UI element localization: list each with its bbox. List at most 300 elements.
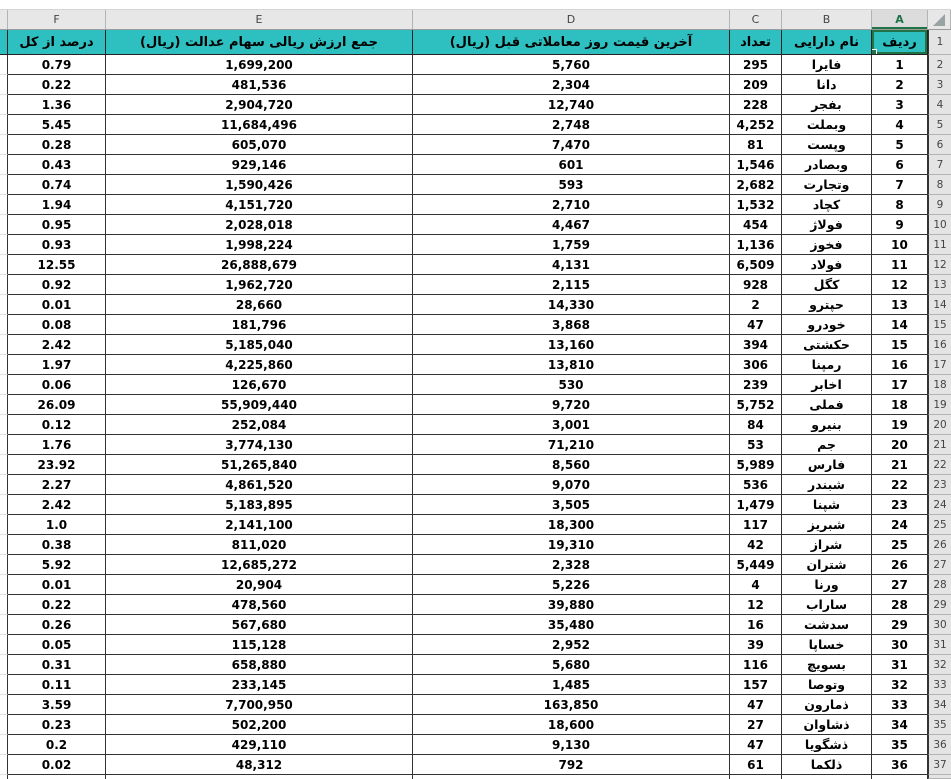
cell-last-price[interactable]: 5,680 xyxy=(413,655,730,675)
cell-row-index[interactable]: 31 xyxy=(872,655,928,675)
cell-row-index[interactable]: 24 xyxy=(872,515,928,535)
cell-percent[interactable]: 0.05 xyxy=(8,635,106,655)
row-gutter-6[interactable]: 6 xyxy=(928,135,951,155)
cell-percent[interactable]: 26.09 xyxy=(8,395,106,415)
row-gutter-22[interactable]: 22 xyxy=(928,455,951,475)
cell-offscreen[interactable] xyxy=(0,95,8,115)
cell-last-price[interactable]: 2,748 xyxy=(413,115,730,135)
cell-row-index[interactable]: 17 xyxy=(872,375,928,395)
cell-offscreen[interactable] xyxy=(0,415,8,435)
row-gutter-36[interactable]: 36 xyxy=(928,735,951,755)
cell-count[interactable]: 47 xyxy=(730,695,782,715)
cell-percent[interactable]: 5.45 xyxy=(8,115,106,135)
cell-total-value[interactable]: 51,265,840 xyxy=(106,455,413,475)
cell-count[interactable]: 16 xyxy=(730,615,782,635)
row-gutter-25[interactable]: 25 xyxy=(928,515,951,535)
cell-count[interactable]: 1,532 xyxy=(730,195,782,215)
cell-offscreen[interactable] xyxy=(0,275,8,295)
cell-total-value[interactable]: 28,660 xyxy=(106,295,413,315)
cell-count[interactable]: 12 xyxy=(730,595,782,615)
cell-row-index[interactable]: 22 xyxy=(872,475,928,495)
column-header-partial[interactable] xyxy=(0,10,8,29)
cell[interactable] xyxy=(8,775,106,779)
cell-last-price[interactable]: 2,710 xyxy=(413,195,730,215)
cell-row-index[interactable]: 28 xyxy=(872,595,928,615)
cell-percent[interactable]: 0.95 xyxy=(8,215,106,235)
cell-percent[interactable]: 0.31 xyxy=(8,655,106,675)
cell-percent[interactable]: 0.43 xyxy=(8,155,106,175)
cell-offscreen[interactable] xyxy=(0,615,8,635)
cell-row-index[interactable]: 33 xyxy=(872,695,928,715)
row-gutter-30[interactable]: 30 xyxy=(928,615,951,635)
row-gutter-16[interactable]: 16 xyxy=(928,335,951,355)
cell-asset-name[interactable]: شبریز xyxy=(782,515,872,535)
cell-percent[interactable]: 0.06 xyxy=(8,375,106,395)
row-gutter-9[interactable]: 9 xyxy=(928,195,951,215)
header-cell-row-index-selected[interactable] xyxy=(872,30,928,55)
cell-count[interactable]: 239 xyxy=(730,375,782,395)
cell-percent[interactable]: 0.28 xyxy=(8,135,106,155)
cell-percent[interactable]: 1.36 xyxy=(8,95,106,115)
cell-row-index[interactable]: 2 xyxy=(872,75,928,95)
cell-asset-name[interactable]: فملی xyxy=(782,395,872,415)
row-gutter-26[interactable]: 26 xyxy=(928,535,951,555)
cell-row-index[interactable]: 7 xyxy=(872,175,928,195)
cell[interactable] xyxy=(413,775,730,779)
cell-total-value[interactable]: 1,998,224 xyxy=(106,235,413,255)
cell-asset-name[interactable]: حپترو xyxy=(782,295,872,315)
cell-total-value[interactable]: 429,110 xyxy=(106,735,413,755)
cell-total-value[interactable]: 26,888,679 xyxy=(106,255,413,275)
cell-last-price[interactable]: 3,001 xyxy=(413,415,730,435)
row-gutter-24[interactable]: 24 xyxy=(928,495,951,515)
row-gutter-2[interactable]: 2 xyxy=(928,55,951,75)
cell-offscreen[interactable] xyxy=(0,635,8,655)
cell-percent[interactable]: 12.55 xyxy=(8,255,106,275)
cell[interactable] xyxy=(0,775,8,779)
cell-row-index[interactable]: 5 xyxy=(872,135,928,155)
cell-offscreen[interactable] xyxy=(0,335,8,355)
column-header-C[interactable]: C xyxy=(730,10,782,29)
cell-row-index[interactable]: 11 xyxy=(872,255,928,275)
cell-offscreen[interactable] xyxy=(0,235,8,255)
cell-asset-name[interactable]: سدشت xyxy=(782,615,872,635)
cell-last-price[interactable]: 18,300 xyxy=(413,515,730,535)
row-gutter-8[interactable]: 8 xyxy=(928,175,951,195)
cell-count[interactable]: 1,479 xyxy=(730,495,782,515)
cell-count[interactable]: 5,449 xyxy=(730,555,782,575)
cell-last-price[interactable]: 1,485 xyxy=(413,675,730,695)
cell-total-value[interactable]: 929,146 xyxy=(106,155,413,175)
cell-row-index[interactable]: 27 xyxy=(872,575,928,595)
cell-asset-name[interactable]: کچاد xyxy=(782,195,872,215)
cell-row-index[interactable]: 15 xyxy=(872,335,928,355)
cell[interactable] xyxy=(106,775,413,779)
cell-count[interactable]: 5,752 xyxy=(730,395,782,415)
cell-last-price[interactable]: 71,210 xyxy=(413,435,730,455)
cell-row-index[interactable]: 4 xyxy=(872,115,928,135)
cell-asset-name[interactable]: وبصادر xyxy=(782,155,872,175)
cell-row-index[interactable]: 12 xyxy=(872,275,928,295)
cell-percent[interactable]: 0.22 xyxy=(8,75,106,95)
cell-percent[interactable]: 0.02 xyxy=(8,755,106,775)
cell-total-value[interactable]: 811,020 xyxy=(106,535,413,555)
row-gutter-12[interactable]: 12 xyxy=(928,255,951,275)
cell-percent[interactable]: 2.42 xyxy=(8,335,106,355)
row-gutter-32[interactable]: 32 xyxy=(928,655,951,675)
cell-row-index[interactable]: 32 xyxy=(872,675,928,695)
cell-last-price[interactable]: 593 xyxy=(413,175,730,195)
cell-row-index[interactable]: 6 xyxy=(872,155,928,175)
cell-last-price[interactable]: 9,130 xyxy=(413,735,730,755)
cell-count[interactable]: 306 xyxy=(730,355,782,375)
row-gutter-34[interactable]: 34 xyxy=(928,695,951,715)
cell-offscreen[interactable] xyxy=(0,675,8,695)
row-gutter-4[interactable]: 4 xyxy=(928,95,951,115)
cell-total-value[interactable]: 1,699,200 xyxy=(106,55,413,75)
cell-last-price[interactable]: 18,600 xyxy=(413,715,730,735)
cell-count[interactable]: 536 xyxy=(730,475,782,495)
cell-asset-name[interactable]: خساپا xyxy=(782,635,872,655)
cell-last-price[interactable]: 5,226 xyxy=(413,575,730,595)
cell-percent[interactable]: 0.11 xyxy=(8,675,106,695)
row-gutter-27[interactable]: 27 xyxy=(928,555,951,575)
cell-row-index[interactable]: 16 xyxy=(872,355,928,375)
fill-handle[interactable] xyxy=(872,49,877,55)
cell-offscreen[interactable] xyxy=(0,455,8,475)
row-gutter-19[interactable]: 19 xyxy=(928,395,951,415)
cell-total-value[interactable]: 1,590,426 xyxy=(106,175,413,195)
cell-offscreen[interactable] xyxy=(0,75,8,95)
cell-count[interactable]: 454 xyxy=(730,215,782,235)
row-gutter-17[interactable]: 17 xyxy=(928,355,951,375)
cell-total-value[interactable]: 2,028,018 xyxy=(106,215,413,235)
row-gutter-38[interactable] xyxy=(928,775,951,779)
cell-total-value[interactable]: 233,145 xyxy=(106,675,413,695)
row-gutter-37[interactable]: 37 xyxy=(928,755,951,775)
cell-offscreen[interactable] xyxy=(0,435,8,455)
cell-offscreen[interactable] xyxy=(0,255,8,275)
cell-total-value[interactable]: 481,536 xyxy=(106,75,413,95)
cell-offscreen[interactable] xyxy=(0,755,8,775)
cell-row-index[interactable]: 35 xyxy=(872,735,928,755)
column-header-B[interactable]: B xyxy=(782,10,872,29)
cell-offscreen[interactable] xyxy=(0,495,8,515)
cell-row-index[interactable]: 1 xyxy=(872,55,928,75)
cell-percent[interactable]: 0.79 xyxy=(8,55,106,75)
cell-row-index[interactable]: 29 xyxy=(872,615,928,635)
cell-total-value[interactable]: 4,151,720 xyxy=(106,195,413,215)
row-gutter-29[interactable]: 29 xyxy=(928,595,951,615)
cell-offscreen[interactable] xyxy=(0,215,8,235)
cell[interactable] xyxy=(730,775,782,779)
cell-count[interactable]: 295 xyxy=(730,55,782,75)
cell-total-value[interactable]: 478,560 xyxy=(106,595,413,615)
cell-last-price[interactable]: 13,810 xyxy=(413,355,730,375)
cell-offscreen[interactable] xyxy=(0,315,8,335)
cell-offscreen[interactable] xyxy=(0,355,8,375)
cell-total-value[interactable]: 181,796 xyxy=(106,315,413,335)
row-gutter-20[interactable]: 20 xyxy=(928,415,951,435)
row-gutter-33[interactable]: 33 xyxy=(928,675,951,695)
row-gutter-31[interactable]: 31 xyxy=(928,635,951,655)
column-header-A-selected[interactable]: A xyxy=(872,10,928,29)
cell-last-price[interactable]: 2,328 xyxy=(413,555,730,575)
cell-total-value[interactable]: 3,774,130 xyxy=(106,435,413,455)
cell-offscreen[interactable] xyxy=(0,695,8,715)
cell-last-price[interactable]: 19,310 xyxy=(413,535,730,555)
row-gutter-3[interactable]: 3 xyxy=(928,75,951,95)
cell-offscreen[interactable] xyxy=(0,395,8,415)
row-gutter-7[interactable]: 7 xyxy=(928,155,951,175)
row-gutter-28[interactable]: 28 xyxy=(928,575,951,595)
cell-count[interactable]: 117 xyxy=(730,515,782,535)
cell-percent[interactable]: 0.08 xyxy=(8,315,106,335)
cell-count[interactable]: 394 xyxy=(730,335,782,355)
cell-offscreen[interactable] xyxy=(0,575,8,595)
cell-last-price[interactable]: 3,868 xyxy=(413,315,730,335)
cell-last-price[interactable]: 2,952 xyxy=(413,635,730,655)
cell-row-index[interactable]: 30 xyxy=(872,635,928,655)
cell-total-value[interactable]: 20,904 xyxy=(106,575,413,595)
cell-count[interactable]: 61 xyxy=(730,755,782,775)
cell-total-value[interactable]: 2,141,100 xyxy=(106,515,413,535)
cell-last-price[interactable]: 4,467 xyxy=(413,215,730,235)
row-gutter-1[interactable]: 1 xyxy=(928,30,951,55)
cell-last-price[interactable]: 4,131 xyxy=(413,255,730,275)
cell-percent[interactable]: 3.59 xyxy=(8,695,106,715)
cell-row-index[interactable]: 34 xyxy=(872,715,928,735)
cell-percent[interactable]: 0.93 xyxy=(8,235,106,255)
cell-count[interactable]: 2 xyxy=(730,295,782,315)
cell-count[interactable]: 5,989 xyxy=(730,455,782,475)
cell-offscreen[interactable] xyxy=(0,135,8,155)
cell-offscreen[interactable] xyxy=(0,175,8,195)
cell-row-index[interactable]: 36 xyxy=(872,755,928,775)
cell-row-index[interactable]: 13 xyxy=(872,295,928,315)
row-gutter-21[interactable]: 21 xyxy=(928,435,951,455)
cell-percent[interactable]: 0.12 xyxy=(8,415,106,435)
cell-row-index[interactable]: 26 xyxy=(872,555,928,575)
cell-total-value[interactable]: 567,680 xyxy=(106,615,413,635)
cell-last-price[interactable]: 9,720 xyxy=(413,395,730,415)
cell-total-value[interactable]: 12,685,272 xyxy=(106,555,413,575)
cell-row-index[interactable]: 19 xyxy=(872,415,928,435)
cell-total-value[interactable]: 48,312 xyxy=(106,755,413,775)
cell-asset-name[interactable]: ورنا xyxy=(782,575,872,595)
cell-percent[interactable]: 2.27 xyxy=(8,475,106,495)
cell-row-index[interactable]: 20 xyxy=(872,435,928,455)
cell-percent[interactable]: 23.92 xyxy=(8,455,106,475)
cell-asset-name[interactable]: ساراب xyxy=(782,595,872,615)
cell-last-price[interactable]: 13,160 xyxy=(413,335,730,355)
cell-percent[interactable]: 2.42 xyxy=(8,495,106,515)
cell-total-value[interactable]: 252,084 xyxy=(106,415,413,435)
header-cell-offscreen[interactable] xyxy=(0,30,8,55)
cell-count[interactable]: 27 xyxy=(730,715,782,735)
cell-percent[interactable]: 5.92 xyxy=(8,555,106,575)
cell-row-index[interactable]: 25 xyxy=(872,535,928,555)
cell-total-value[interactable]: 11,684,496 xyxy=(106,115,413,135)
column-header-E[interactable]: E xyxy=(106,10,413,29)
cell-asset-name[interactable]: فارس xyxy=(782,455,872,475)
cell-row-index[interactable]: 9 xyxy=(872,215,928,235)
cell-count[interactable]: 228 xyxy=(730,95,782,115)
cell-percent[interactable]: 1.94 xyxy=(8,195,106,215)
cell-offscreen[interactable] xyxy=(0,295,8,315)
select-all-corner[interactable] xyxy=(928,10,951,29)
cell-asset-name[interactable]: ذشگویا xyxy=(782,735,872,755)
cell-count[interactable]: 47 xyxy=(730,315,782,335)
cell-count[interactable]: 47 xyxy=(730,735,782,755)
cell-asset-name[interactable]: بسویچ xyxy=(782,655,872,675)
cell-asset-name[interactable]: شراز xyxy=(782,535,872,555)
cell-asset-name[interactable]: دانا xyxy=(782,75,872,95)
cell-percent[interactable]: 0.74 xyxy=(8,175,106,195)
cell-last-price[interactable]: 39,880 xyxy=(413,595,730,615)
cell-total-value[interactable]: 2,904,720 xyxy=(106,95,413,115)
cell-asset-name[interactable]: ذلکما xyxy=(782,755,872,775)
cell[interactable] xyxy=(782,775,872,779)
cell-last-price[interactable]: 163,850 xyxy=(413,695,730,715)
cell-total-value[interactable]: 115,128 xyxy=(106,635,413,655)
cell-asset-name[interactable]: حکشتی xyxy=(782,335,872,355)
cell-total-value[interactable]: 605,070 xyxy=(106,135,413,155)
cell-last-price[interactable]: 792 xyxy=(413,755,730,775)
cell-percent[interactable]: 0.01 xyxy=(8,575,106,595)
cell-asset-name[interactable]: اخابر xyxy=(782,375,872,395)
cell-count[interactable]: 2,682 xyxy=(730,175,782,195)
cell-count[interactable]: 1,546 xyxy=(730,155,782,175)
cell-asset-name[interactable]: فولاژ xyxy=(782,215,872,235)
row-gutter-13[interactable]: 13 xyxy=(928,275,951,295)
header-cell-count[interactable]: تعداد xyxy=(730,30,782,55)
cell-asset-name[interactable]: جم xyxy=(782,435,872,455)
cell-asset-name[interactable]: وتوصا xyxy=(782,675,872,695)
cell-count[interactable]: 53 xyxy=(730,435,782,455)
cell-last-price[interactable]: 35,480 xyxy=(413,615,730,635)
cell-asset-name[interactable]: وپست xyxy=(782,135,872,155)
cell-percent[interactable]: 0.26 xyxy=(8,615,106,635)
cell-percent[interactable]: 0.38 xyxy=(8,535,106,555)
row-gutter-5[interactable]: 5 xyxy=(928,115,951,135)
cell-offscreen[interactable] xyxy=(0,595,8,615)
cell-last-price[interactable]: 601 xyxy=(413,155,730,175)
cell-asset-name[interactable]: کگل xyxy=(782,275,872,295)
row-gutter-15[interactable]: 15 xyxy=(928,315,951,335)
cell-asset-name[interactable]: فایرا xyxy=(782,55,872,75)
cell-row-index[interactable]: 21 xyxy=(872,455,928,475)
row-gutter-23[interactable]: 23 xyxy=(928,475,951,495)
column-header-D[interactable]: D xyxy=(413,10,730,29)
cell-percent[interactable]: 1.0 xyxy=(8,515,106,535)
row-gutter-18[interactable]: 18 xyxy=(928,375,951,395)
cell-count[interactable]: 39 xyxy=(730,635,782,655)
cell-last-price[interactable]: 530 xyxy=(413,375,730,395)
cell-asset-name[interactable]: وتجارت xyxy=(782,175,872,195)
cell-asset-name[interactable]: شتران xyxy=(782,555,872,575)
cell-total-value[interactable]: 5,185,040 xyxy=(106,335,413,355)
cell-total-value[interactable]: 126,670 xyxy=(106,375,413,395)
cell-total-value[interactable]: 4,225,860 xyxy=(106,355,413,375)
cell-asset-name[interactable]: ذشاوان xyxy=(782,715,872,735)
cell-count[interactable]: 928 xyxy=(730,275,782,295)
cell-last-price[interactable]: 1,759 xyxy=(413,235,730,255)
cell-row-index[interactable]: 8 xyxy=(872,195,928,215)
cell-percent[interactable]: 1.97 xyxy=(8,355,106,375)
cell-asset-name[interactable]: خودرو xyxy=(782,315,872,335)
cell-row-index[interactable]: 3 xyxy=(872,95,928,115)
cell-count[interactable]: 157 xyxy=(730,675,782,695)
cell-offscreen[interactable] xyxy=(0,555,8,575)
cell-total-value[interactable]: 7,700,950 xyxy=(106,695,413,715)
cell-count[interactable]: 6,509 xyxy=(730,255,782,275)
cell-asset-name[interactable]: فولاد xyxy=(782,255,872,275)
cell-offscreen[interactable] xyxy=(0,515,8,535)
cell-last-price[interactable]: 5,760 xyxy=(413,55,730,75)
cell-asset-name[interactable]: بنیرو xyxy=(782,415,872,435)
cell-offscreen[interactable] xyxy=(0,155,8,175)
cell-total-value[interactable]: 5,183,895 xyxy=(106,495,413,515)
cell-percent[interactable]: 0.2 xyxy=(8,735,106,755)
cell-last-price[interactable]: 2,115 xyxy=(413,275,730,295)
cell-offscreen[interactable] xyxy=(0,195,8,215)
cell-asset-name[interactable]: رمپنا xyxy=(782,355,872,375)
cell-total-value[interactable]: 4,861,520 xyxy=(106,475,413,495)
cell-last-price[interactable]: 3,505 xyxy=(413,495,730,515)
cell-asset-name[interactable]: شبندر xyxy=(782,475,872,495)
cell-offscreen[interactable] xyxy=(0,735,8,755)
cell-offscreen[interactable] xyxy=(0,715,8,735)
cell-last-price[interactable]: 14,330 xyxy=(413,295,730,315)
cell[interactable] xyxy=(872,775,928,779)
cell-row-index[interactable]: 14 xyxy=(872,315,928,335)
cell-count[interactable]: 4 xyxy=(730,575,782,595)
cell-asset-name[interactable]: وبملت xyxy=(782,115,872,135)
cell-count[interactable]: 84 xyxy=(730,415,782,435)
cell-percent[interactable]: 0.01 xyxy=(8,295,106,315)
cell-count[interactable]: 1,136 xyxy=(730,235,782,255)
cell-row-index[interactable]: 10 xyxy=(872,235,928,255)
cell-count[interactable]: 4,252 xyxy=(730,115,782,135)
cell-last-price[interactable]: 7,470 xyxy=(413,135,730,155)
row-gutter-35[interactable]: 35 xyxy=(928,715,951,735)
header-cell-asset-name[interactable]: نام دارایی xyxy=(782,30,872,55)
row-gutter-11[interactable]: 11 xyxy=(928,235,951,255)
cell-percent[interactable]: 0.22 xyxy=(8,595,106,615)
cell-offscreen[interactable] xyxy=(0,115,8,135)
cell-last-price[interactable]: 9,070 xyxy=(413,475,730,495)
cell-percent[interactable]: 0.92 xyxy=(8,275,106,295)
cell-asset-name[interactable]: بفجر xyxy=(782,95,872,115)
cell-total-value[interactable]: 1,962,720 xyxy=(106,275,413,295)
cell-count[interactable]: 42 xyxy=(730,535,782,555)
cell-asset-name[interactable]: ذمارون xyxy=(782,695,872,715)
row-gutter-10[interactable]: 10 xyxy=(928,215,951,235)
cell-offscreen[interactable] xyxy=(0,535,8,555)
cell-row-index[interactable]: 18 xyxy=(872,395,928,415)
header-cell-percent[interactable]: درصد از کل xyxy=(8,30,106,55)
cell-offscreen[interactable] xyxy=(0,475,8,495)
cell-count[interactable]: 81 xyxy=(730,135,782,155)
row-gutter-14[interactable]: 14 xyxy=(928,295,951,315)
cell-offscreen[interactable] xyxy=(0,375,8,395)
cell-percent[interactable]: 1.76 xyxy=(8,435,106,455)
header-cell-last-price[interactable]: آخرین قیمت روز معاملاتی قبل (ریال) xyxy=(413,30,730,55)
column-header-F[interactable]: F xyxy=(8,10,106,29)
header-cell-total-value[interactable]: جمع ارزش ریالی سهام عدالت (ریال) xyxy=(106,30,413,55)
cell-total-value[interactable]: 502,200 xyxy=(106,715,413,735)
